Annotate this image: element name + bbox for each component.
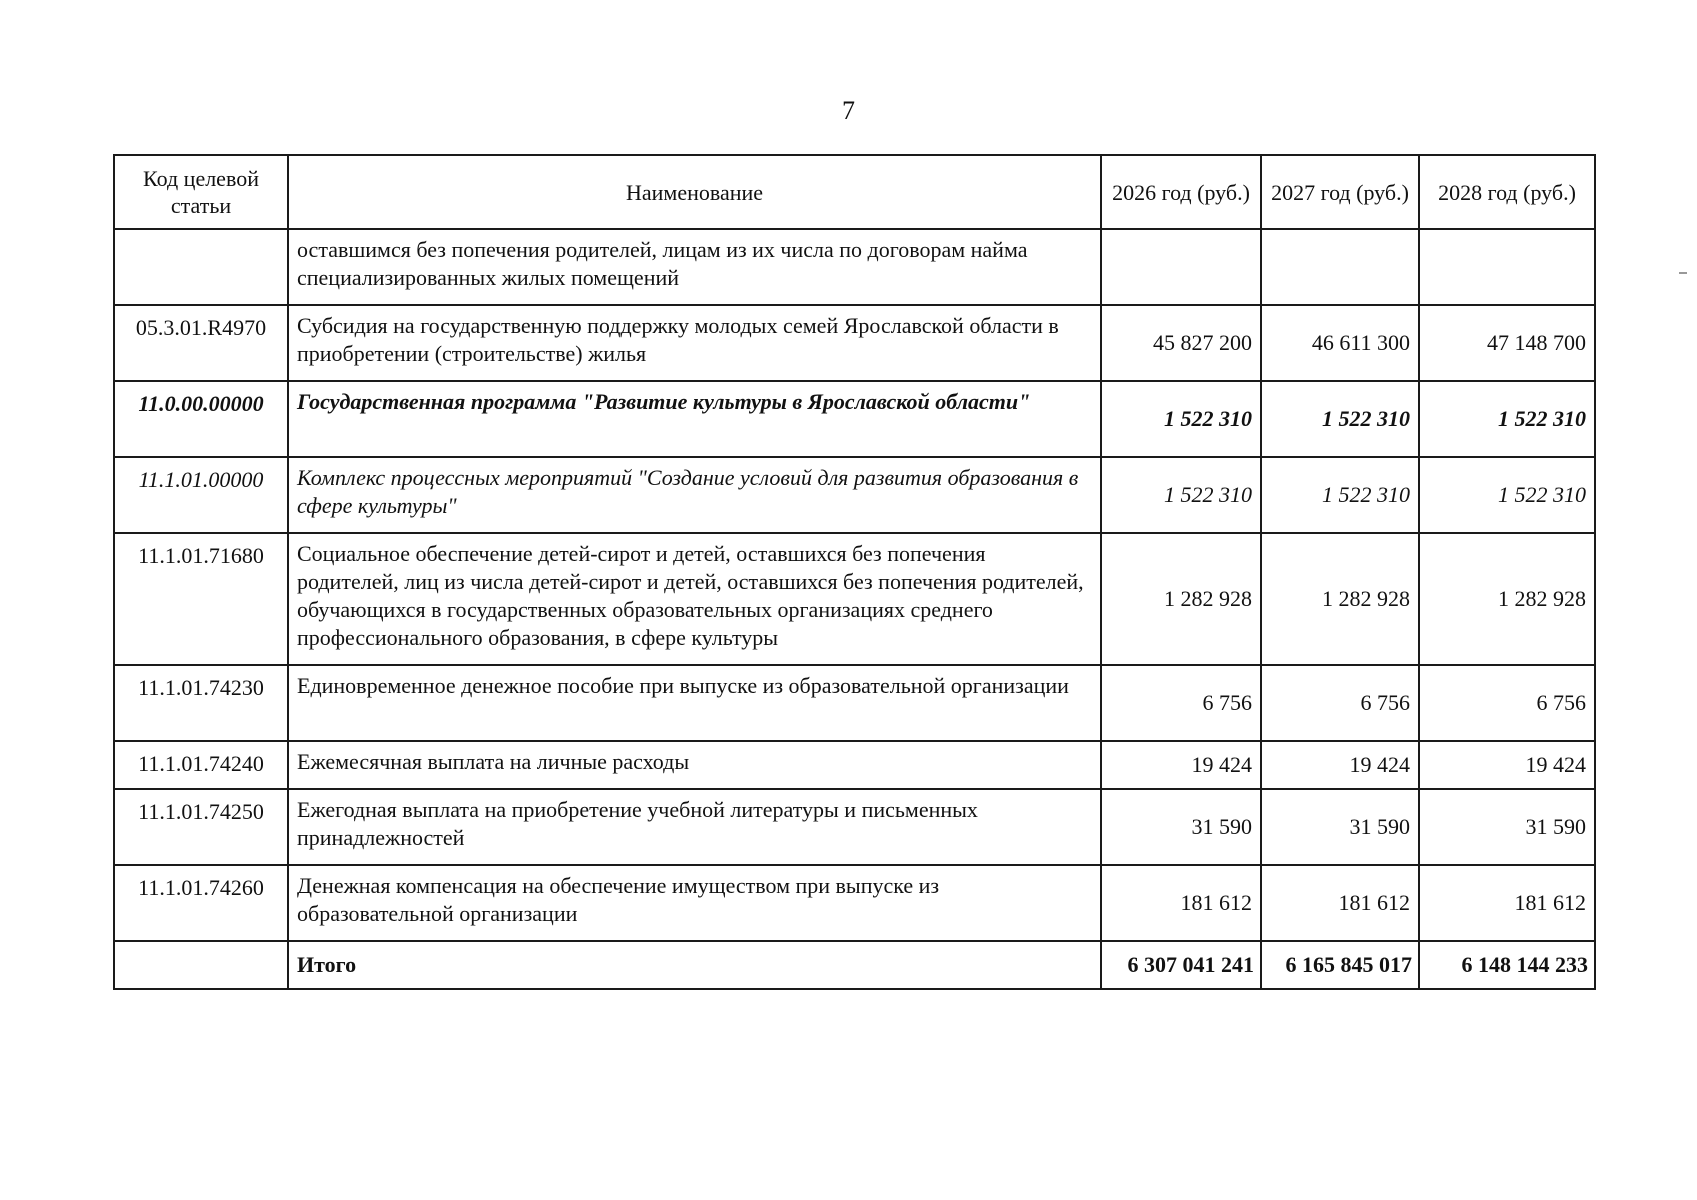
row-2026: 181 612 [1101, 865, 1261, 941]
row-name: Ежегодная выплата на приобретение учебной литературы и письменных принадлежностей [288, 789, 1101, 865]
row-2028: 6 756 [1419, 665, 1595, 741]
row-2026: 1 282 928 [1101, 533, 1261, 665]
row-2028: 1 522 310 [1419, 381, 1595, 457]
table-row-total [114, 941, 1595, 989]
table-row [114, 305, 1595, 381]
row-2026: 1 522 310 [1101, 381, 1261, 457]
row-2028: 47 148 700 [1419, 305, 1595, 381]
header-2027: 2027 год (руб.) [1261, 155, 1419, 229]
row-2028: 181 612 [1419, 865, 1595, 941]
row-2026: 31 590 [1101, 789, 1261, 865]
row-code: 11.1.01.74240 [114, 741, 288, 789]
row-code: 11.1.01.00000 [114, 457, 288, 533]
row-2027: 1 522 310 [1261, 381, 1419, 457]
row-name: Ежемесячная выплата на личные расходы [288, 741, 1101, 789]
row-2027: 1 282 928 [1261, 533, 1419, 665]
row-code: 11.0.00.00000 [114, 381, 288, 457]
row-code: 11.1.01.74250 [114, 789, 288, 865]
row-2028: 1 522 310 [1419, 457, 1595, 533]
row-2028 [1419, 229, 1595, 305]
row-2028: 1 282 928 [1419, 533, 1595, 665]
margin-mark [1679, 272, 1687, 274]
row-2027: 181 612 [1261, 865, 1419, 941]
row-name: Государственная программа "Развитие культуры в Ярославской области" [288, 381, 1101, 457]
row-name: Комплекс процессных мероприятий "Создание условий для развития образования в сфере культуры" [288, 457, 1101, 533]
table-row-complex [114, 457, 1595, 533]
row-2028: 31 590 [1419, 789, 1595, 865]
table-row [114, 865, 1595, 941]
table-row [114, 229, 1595, 305]
row-2027 [1261, 229, 1419, 305]
row-2026: 6 756 [1101, 665, 1261, 741]
table-row [114, 741, 1595, 789]
table-row [114, 533, 1595, 665]
row-name: Социальное обеспечение детей-сирот и детей, оставшихся без попечения родителей, лиц из числа детей-сирот и детей, оставшихся без попечения родителей, обучающихся в государственных образовательных организациях среднего профессионального образования, в сфере культуры [288, 533, 1101, 665]
row-2026: 45 827 200 [1101, 305, 1261, 381]
table-row [114, 789, 1595, 865]
row-2026 [1101, 229, 1261, 305]
header-code: Код целевой статьи [114, 155, 288, 229]
row-name: Единовременное денежное пособие при выпуске из образовательной организации [288, 665, 1101, 741]
table-header-row [114, 155, 1595, 229]
row-code: 05.3.01.R4970 [114, 305, 288, 381]
table-row-program [114, 381, 1595, 457]
row-name: Субсидия на государственную поддержку молодых семей Ярославской области в приобретении (строительстве) жилья [288, 305, 1101, 381]
budget-table [113, 154, 1596, 990]
row-2026: 19 424 [1101, 741, 1261, 789]
row-2027: 6 756 [1261, 665, 1419, 741]
row-code: 11.1.01.71680 [114, 533, 288, 665]
row-code: 11.1.01.74230 [114, 665, 288, 741]
total-2028: 6 148 144 233 [1419, 941, 1595, 989]
row-name: оставшимся без попечения родителей, лицам из их числа по договорам найма специализированных жилых помещений [288, 229, 1101, 305]
page-number: 7 [842, 96, 855, 125]
row-2027: 46 611 300 [1261, 305, 1419, 381]
row-name: Денежная компенсация на обеспечение имуществом при выпуске из образовательной организации [288, 865, 1101, 941]
row-code [114, 229, 288, 305]
total-label: Итого [288, 941, 1101, 989]
row-2027: 19 424 [1261, 741, 1419, 789]
total-code [114, 941, 288, 989]
total-2026: 6 307 041 241 [1101, 941, 1261, 989]
header-2026: 2026 год (руб.) [1101, 155, 1261, 229]
row-2027: 31 590 [1261, 789, 1419, 865]
total-2027: 6 165 845 017 [1261, 941, 1419, 989]
row-2026: 1 522 310 [1101, 457, 1261, 533]
header-2028: 2028 год (руб.) [1419, 155, 1595, 229]
row-2027: 1 522 310 [1261, 457, 1419, 533]
header-name: Наименование [288, 155, 1101, 229]
row-2028: 19 424 [1419, 741, 1595, 789]
table-row [114, 665, 1595, 741]
row-code: 11.1.01.74260 [114, 865, 288, 941]
